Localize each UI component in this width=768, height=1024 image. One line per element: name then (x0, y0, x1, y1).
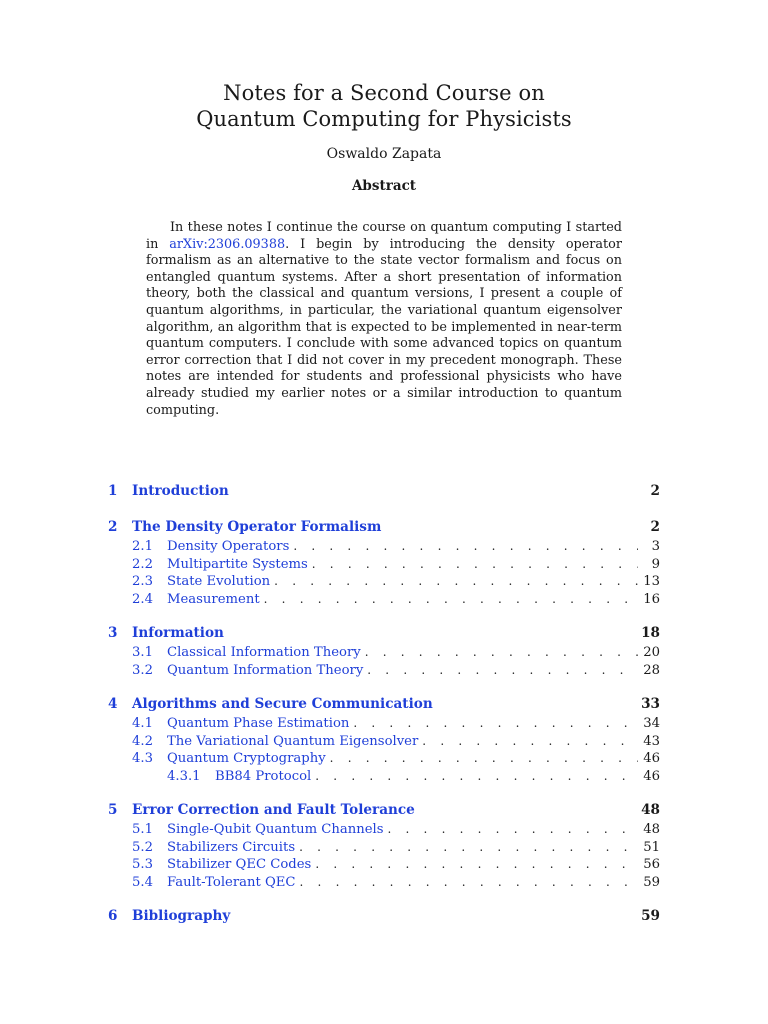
subsection-page: 51 (643, 839, 660, 855)
dot-leader (367, 662, 638, 680)
section-number: 6 (108, 908, 118, 924)
section-page: 59 (641, 908, 660, 924)
section-number: 5 (108, 802, 118, 818)
table-of-contents (108, 480, 660, 927)
toc-subsection[interactable] (108, 715, 660, 733)
abstract-text-start: In these notes I continue the course on quantum computing I started in (146, 220, 622, 252)
section-number: 1 (108, 483, 118, 499)
subsection-title[interactable]: Quantum Information Theory (167, 662, 364, 678)
title-line-1: Notes for a Second Course on (223, 81, 545, 105)
toc-subsection[interactable] (108, 839, 660, 857)
toc-subsection[interactable] (108, 821, 660, 839)
toc-subsection[interactable] (108, 662, 660, 680)
dot-leader (330, 750, 638, 768)
subsection-page: 56 (643, 857, 660, 872)
toc-subsection[interactable] (108, 591, 660, 609)
subsection-page: 16 (643, 591, 660, 607)
paper-title (0, 80, 768, 132)
section-title[interactable]: Introduction (132, 483, 229, 499)
subsection-number: 4.1 (132, 716, 153, 731)
subsection-number: 3.1 (132, 645, 153, 660)
subsection-number: 5.3 (132, 857, 153, 872)
title-line-2: Quantum Computing for Physicists (196, 107, 572, 131)
subsection-page: 28 (643, 662, 660, 678)
subsection-number: 5.1 (132, 822, 153, 837)
section-title[interactable]: Error Correction and Fault Tolerance (132, 802, 415, 818)
section-page: 33 (641, 696, 660, 712)
section-number: 2 (108, 519, 118, 535)
subsection-number: 5.2 (132, 839, 153, 855)
toc-subsection[interactable] (108, 573, 660, 591)
toc-subsection[interactable] (108, 733, 660, 751)
abstract-heading: Abstract (351, 178, 417, 194)
subsection-title[interactable]: Measurement (167, 591, 260, 607)
subsection-title[interactable]: Quantum Cryptography (167, 751, 326, 766)
toc-section-density-operator[interactable] (108, 516, 660, 538)
section-page: 18 (641, 625, 660, 641)
subsection-number: 2.1 (132, 539, 153, 554)
toc-section-bibliography[interactable] (108, 905, 660, 927)
subsection-number: 3.2 (132, 662, 153, 678)
subsection-number: 2.2 (132, 556, 153, 572)
subsection-number: 2.3 (132, 574, 153, 589)
dot-leader (312, 556, 638, 574)
dot-leader (315, 856, 638, 874)
subsection-number: 4.2 (132, 733, 153, 749)
toc-subsubsection[interactable] (108, 768, 660, 786)
subsection-title[interactable]: Fault-Tolerant QEC (167, 874, 296, 890)
toc-subsection[interactable] (108, 644, 660, 662)
dot-leader (293, 538, 638, 556)
section-title[interactable]: Bibliography (132, 908, 231, 924)
dot-leader (365, 644, 638, 662)
subsection-number: 5.4 (132, 874, 153, 890)
subsection-page: 34 (643, 716, 660, 731)
subsubsection-title[interactable]: BB84 Protocol (215, 768, 312, 784)
subsection-page: 9 (651, 556, 660, 572)
subsection-title[interactable]: State Evolution (167, 574, 271, 589)
subsection-page: 46 (643, 751, 660, 766)
subsubsection-page: 46 (643, 768, 660, 784)
toc-subsection[interactable] (108, 856, 660, 874)
subsection-page: 43 (643, 733, 660, 749)
subsection-title[interactable]: Classical Information Theory (167, 645, 361, 660)
dot-leader (388, 821, 639, 839)
section-title[interactable]: Information (132, 625, 224, 641)
section-page: 2 (650, 519, 660, 535)
subsection-title[interactable]: The Variational Quantum Eigensolver (167, 733, 419, 749)
subsection-page: 20 (643, 645, 660, 660)
subsection-title[interactable]: Stabilizers Circuits (167, 839, 296, 855)
arxiv-link[interactable]: arXiv:2306.09388 (169, 236, 286, 252)
section-number: 3 (108, 625, 118, 641)
subsection-number: 4.3 (132, 751, 153, 766)
section-page: 2 (650, 483, 660, 499)
dot-leader (264, 591, 638, 609)
dot-leader (422, 733, 638, 751)
toc-subsection[interactable] (108, 556, 660, 574)
toc-subsection[interactable] (108, 750, 660, 768)
subsection-title[interactable]: Density Operators (167, 539, 290, 554)
section-title[interactable]: Algorithms and Secure Communication (132, 696, 433, 712)
dot-leader (300, 874, 638, 892)
toc-subsection[interactable] (108, 538, 660, 556)
subsection-title[interactable]: Stabilizer QEC Codes (167, 857, 312, 872)
subsection-title[interactable]: Single-Qubit Quantum Channels (167, 822, 384, 837)
subsection-page: 59 (643, 874, 660, 890)
section-title[interactable]: The Density Operator Formalism (132, 519, 382, 535)
abstract-text-rest: . I begin by introducing the density operator formalism as an alternative to the state vector formalism and focus on entangled quantum systems. After a short presentation of information theory, both the classical and quantum versions, I present a couple of quantum algorithms, in particular, the variational quantum eigensolver algorithm, an algorithm that is expected to be implemented in near-term quantum computers. I conclude with some advanced topics on quantum error correction that I did not cover in my precedent monograph. These notes are intended for students and professional physicists who have already studied my earlier notes or a similar introduction to quantum computing. (146, 236, 622, 418)
author-name: Oswaldo Zapata (326, 146, 442, 162)
subsection-title[interactable]: Quantum Phase Estimation (167, 716, 350, 731)
subsection-page: 13 (643, 574, 660, 589)
toc-section-introduction[interactable] (108, 480, 660, 502)
toc-section-algorithms[interactable] (108, 693, 660, 715)
dot-leader (299, 839, 638, 857)
section-number: 4 (108, 696, 118, 712)
dot-leader (315, 768, 638, 786)
subsection-page: 3 (651, 539, 660, 554)
abstract-body (146, 220, 622, 419)
toc-section-error-correction[interactable] (108, 799, 660, 821)
subsection-number: 2.4 (132, 591, 153, 607)
dot-leader (353, 715, 638, 733)
subsection-title[interactable]: Multipartite Systems (167, 556, 308, 572)
subsection-page: 48 (643, 822, 660, 837)
section-page: 48 (641, 802, 660, 818)
toc-subsection[interactable] (108, 874, 660, 892)
subsubsection-number: 4.3.1 (167, 768, 201, 784)
toc-section-information[interactable] (108, 622, 660, 644)
dot-leader (274, 573, 638, 591)
